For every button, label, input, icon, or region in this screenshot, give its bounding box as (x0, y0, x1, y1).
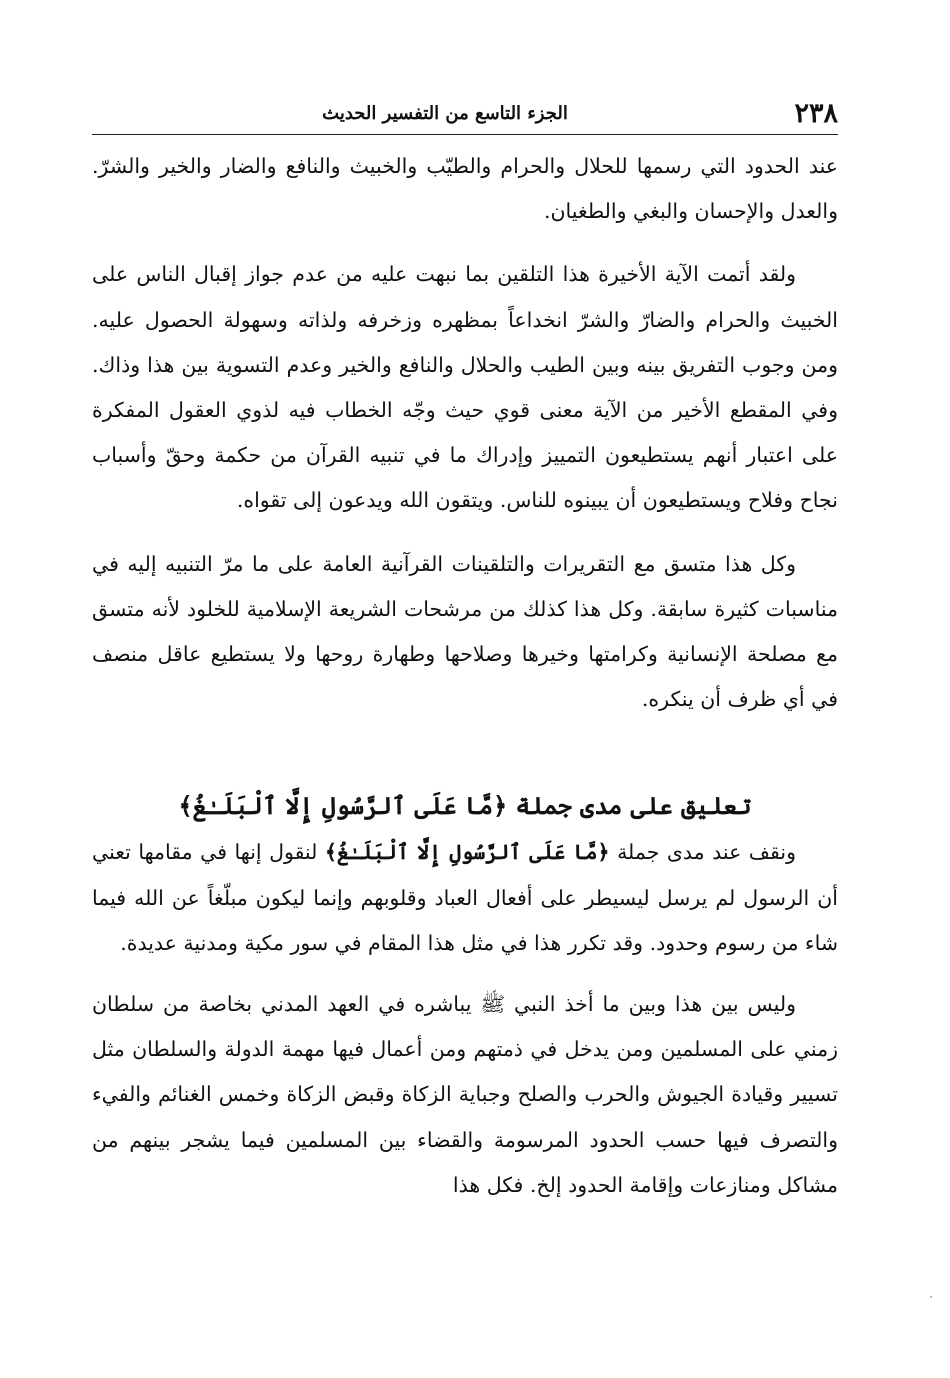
paragraph-4-prefix: ونقف عند مدى جملة (617, 840, 796, 865)
page-number: ٢٣٨ (794, 98, 838, 129)
paragraph-5: وليس بين هذا وبين ما أخذ النبي ﷺ يباشره في العهد المدني بخاصة من سلطان زمني على المسلمين ومن يدخل في ذمتهم ومن أعمال فيها مهمة الدولة والسلطان مثل تسيير وقيادة الجيوش والحرب والصلح وجباية الزكاة وقبض الزكاة وخمس الغنائم والفيء والتصرف فيها حسب الحدود المرسومة والقضاء بين المسلمين فيما يشجر بينهم من مشاكل ومنازعات وإقامة الحدود إلخ. فكل هذا (92, 992, 838, 1197)
page-header (92, 96, 838, 132)
paragraph-4-rest: لنقول إنها في مقامها تعني أن الرسول لم يرسل ليسيطر على أفعال العباد وقلوبهم وإنما ليكون مبلّغاً عن الله فيما شاء من رسوم وحدود. وقد تكرر هذا في مثل هذا المقام في سور مكية ومدنية عديدة. (92, 840, 838, 955)
section-heading-text: تعليق على مدى جملة (515, 791, 752, 821)
page-body (92, 144, 838, 1208)
paragraph-3: وكل هذا متسق مع التقريرات والتلقينات القرآنية العامة على ما مرّ التنبيه إليه في مناسبات كثيرة سابقة. وكل هذا كذلك من مرشحات الشريعة الإسلامية للخلود لأنه متسق مع مصلحة الإنسانية وكرامتها وخيرها وصلاحها وطهارة روحها ولا يستطيع عاقل منصف في أي ظرف أن ينكره. (92, 551, 838, 712)
paragraph-2: ولقد أتمت الآية الأخيرة هذا التلقين بما نبهت عليه من عدم جواز إقبال الناس على الخبيث والحرام والضارّ والشرّ انخداعاً بمظهره وزخرفه ولذاته وسهولة الحصول عليه. ومن وجوب التفريق بينه وبين الطيب والحلال والنافع والخير وعدم التسوية بين هذا وذاك. وفي المقطع الأخير من الآية معنى قوي حيث وجّه الخطاب فيه لذوي العقول المفكرة على اعتبار أنهم يستطيعون التمييز وإدراك ما في تنبيه القرآن من حكمة وحقّ وأسباب نجاح وفلاح ويستطيعون أن يبينوه للناس. ويتقون الله ويدعون إلى تقواه. (92, 262, 838, 513)
section-heading-quran-verse: ﴿مَّا عَلَى ٱلرَّسُولِ إِلَّا ٱلْبَلَـٰغُ﴾ (178, 791, 508, 821)
paragraph-1: عند الحدود التي رسمها للحلال والحرام والطيّب والخبيث والنافع والضار والخير والشرّ. والعدل والإحسان والبغي والطغيان. (92, 154, 838, 224)
header-rule (92, 134, 838, 135)
paragraph-4-quran-verse: ﴿مَّا عَلَى ٱلرَّسُولِ إِلَّا ٱلْبَلَـٰغُ﴾ (324, 840, 610, 865)
section-heading (92, 782, 838, 830)
paragraph-4 (92, 830, 838, 966)
running-title: الجزء التاسع من التفسير الحديث (322, 103, 568, 124)
scan-mark (930, 1296, 932, 1298)
